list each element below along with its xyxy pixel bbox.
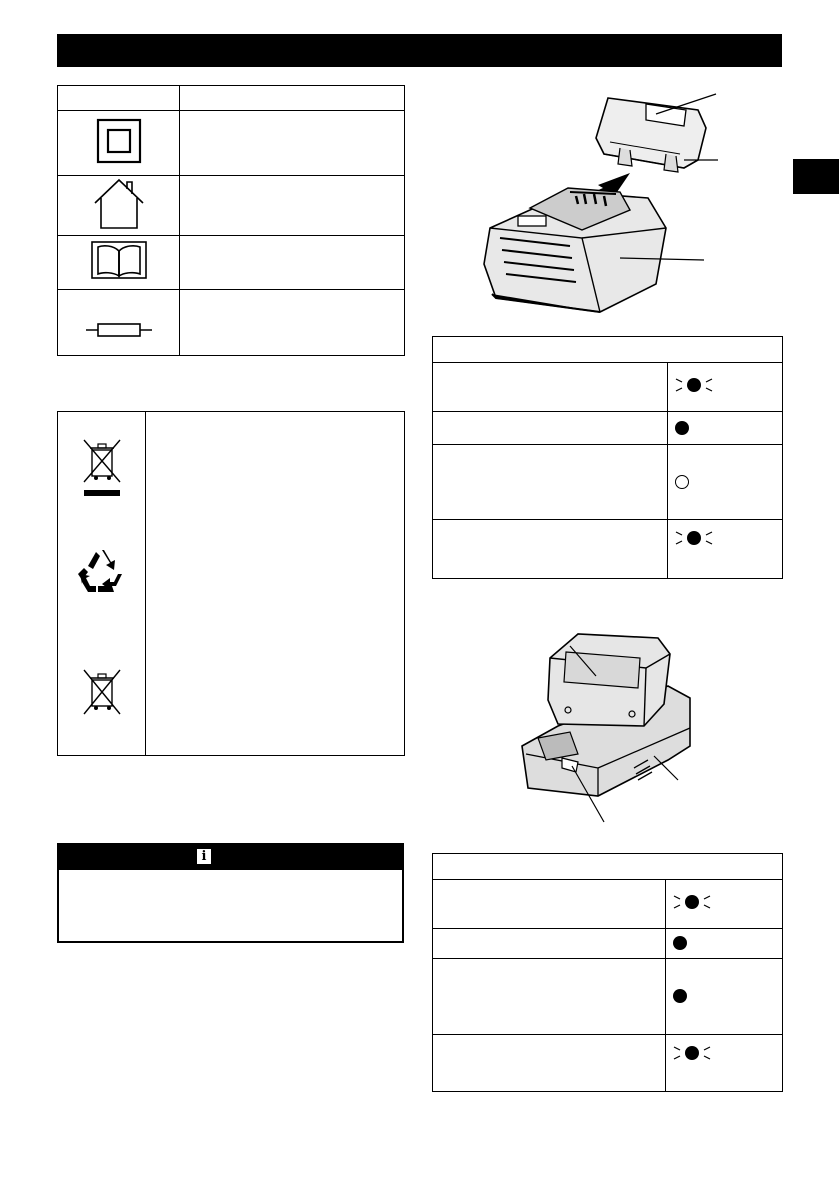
note-box [57,843,404,943]
crossed-bin-with-bar-icon [80,436,126,498]
symbols-row-icon [58,111,180,176]
symbols-row-text [180,290,405,356]
protective-cap [596,98,706,172]
led-on-icon [675,421,689,435]
battery-led-row-text [433,412,668,445]
disposal-text-cell [146,412,405,756]
battery-led-row-indicator [668,412,783,445]
indoor-use-house-icon [91,176,147,230]
charger-led-row-indicator [666,1035,783,1092]
battery-led-row-indicator [668,363,783,412]
charger-led-row-indicator [666,929,783,959]
led-blinking-icon [672,1043,712,1063]
charger-led-row-indicator [666,880,783,929]
charger-led-row-text [433,880,666,929]
charger-led-row-text [433,929,666,959]
battery-on-charger-illustration [518,628,698,824]
battery-led-row-text [433,520,668,579]
battery-led-row-text [433,445,668,520]
info-icon: i [197,849,211,864]
charger-led-row-indicator [666,959,783,1035]
battery-led-row-indicator [668,520,783,579]
charger-led-row-text [433,959,666,1035]
disposal-icons-cell [58,412,146,756]
battery-led-row-indicator [668,445,783,520]
battery-cap-illustration [470,88,720,316]
section-header-bar [57,34,782,67]
symbols-row-text [180,236,405,290]
read-manual-book-icon [91,241,147,279]
note-header [59,845,402,870]
led-blinking-icon [674,528,714,548]
symbols-header-col1 [58,86,180,111]
battery-pack-on-charger [548,634,670,726]
led-blinking-icon [672,892,712,912]
charger-led-row-text [433,1035,666,1092]
symbols-row-text [180,111,405,176]
recycling-icon [76,546,128,598]
symbols-row-text [180,176,405,236]
led-on-icon [673,936,687,950]
symbols-row-icon [58,290,180,356]
battery-led-table-title [433,337,783,363]
led-blinking-icon [674,375,714,395]
fuse-icon [84,315,154,345]
led-off-icon [675,475,689,489]
battery-pack [484,188,666,312]
battery-led-row-text [433,363,668,412]
language-side-tab [793,159,839,194]
symbols-row-icon [58,236,180,290]
symbols-row-icon [58,176,180,236]
charger-led-table-title [433,854,783,880]
charger-led-table [432,853,783,1092]
double-insulation-icon [95,117,143,165]
symbols-header-col2 [180,86,405,111]
crossed-bin-icon [80,666,126,718]
led-on-icon [673,989,687,1003]
disposal-table [57,411,405,756]
battery-led-table [432,336,783,579]
symbols-table [57,85,405,356]
